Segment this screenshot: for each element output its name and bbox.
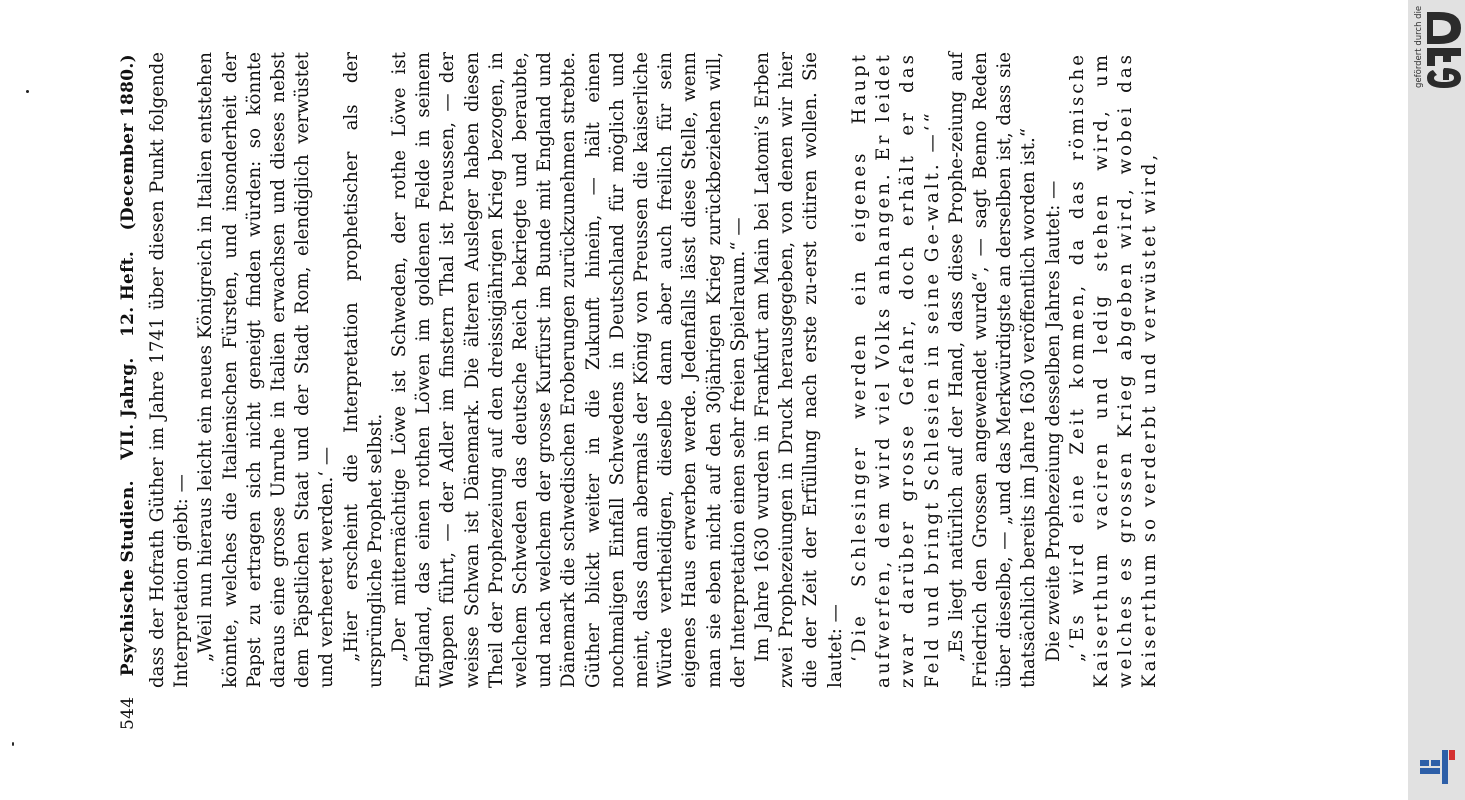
page-content — [110, 40, 1390, 740]
paragraph: „Es liegt natürlich auf der Hand, dass diese Prophe-zeiung auf Friedrich den Grossen angewendet wurde“, — sagt Benno Reden über dieselbe, — „und das Merkwürdigste an derselben ist, dass sie thatsächlich bereits im Jahre 1630 veröffentlich worden ist.“ — [945, 52, 1040, 688]
dfg-caption — [1408, 0, 1428, 90]
dfg-logo-icon — [1425, 8, 1463, 90]
paragraph: „Hier erscheint die Interpretation prophetischer als der ursprüngliche Prophet selbst. — [340, 52, 386, 688]
university-library-logo-icon — [1418, 746, 1458, 786]
scan-speck — [12, 742, 14, 746]
page-header — [110, 40, 140, 740]
paragraph: „‘Es wird eine Zeit kommen, da das römische Kaiserthum vaciren und ledig stehen wird, um welches es grossen Krieg abgeben wird, wobei das Kaiserthum so verderbt und verwüstet wird, — [1066, 52, 1161, 688]
paragraph: „Weil nun hieraus leicht ein neues Königreich in Italien entstehen könnte, welches die Italienischen Fürsten, und insonderheit der Papst zu ertragen sich nicht geneigt finden würden: so könnte daraus eine grosse Unruhe in Italien erwachsen und dieses nebst dem Päpstlichen Staat und der Stadt Rom, elendiglich verwüstet und verheeret werden.‘ — — [195, 52, 338, 688]
paragraph: Die zweite Prophezeiung desselben Jahres lautet: — — [1042, 180, 1064, 662]
volume-label: VII. Jahrg. — [118, 357, 138, 460]
scan-speck — [26, 90, 29, 93]
svg-text:gefördert durch die: gefördert durch die — [1414, 5, 1424, 88]
page-number: 544 — [118, 696, 138, 730]
issue-date: (December 1880.) — [118, 54, 138, 231]
paragraph: „Der mitternächtige Löwe ist Schweden, der rothe Löwe ist England, das einen rothen Löwen im goldenen Felde in seinem Wappen führt, — der Adler im finstern Thal ist Preussen, — der weisse Schwan ist Dänemark. Die älteren Ausleger haben diesen Theil der Prophezeiung auf den dreissigjährigen Krieg bezogen, in welchem Schweden das deutsche Reich bekriegte und beraubte, und nach welchem der grosse Kurfürst im Bunde mit England und Dänemark die schwedischen Eroberungen zurückzunehmen strebte. Güther blickt weiter in die Zukunft hinein, — hält einen nochmaligen Einfall Schwedens in Deutschland für möglich und meint, dass dann abermals der König von Preussen die kaiserliche Würde vertheidigen, dieselbe dann aber auch freilich für sein eigenes Haus erwerben werde. Jedenfalls lässt diese Stelle, wenn man sie eben nicht auf den 30jährigen Krieg zurückbeziehen will, der Interpretation einen sehr freien Spielraum.“ — — [389, 52, 749, 688]
issue-label: 12. Heft. — [118, 250, 138, 337]
paragraph: ‘Die Schlesinger werden ein eigenes Haupt aufwerfen, dem wird viel Volks anhangen. Er leidet zwar darüber grosse Gefahr, doch erhält er das Feld und bringt Schlesien in seine Ge-walt. —‘“ — [848, 52, 943, 688]
paragraph: Im Jahre 1630 wurden in Frankfurt am Main bei Latomi’s Erben zwei Prophezeiungen in Druck herausgegeben, von denen wir hier die der Zeit der Erfüllung nach erste zu-erst citiren wollen. Sie lautet: — — [752, 52, 846, 688]
journal-title: Psychische Studien. — [118, 480, 138, 677]
paragraph: dass der Hofrath Güther im Jahre 1741 über diesen Punkt folgende Interpretation giebt: — — [147, 52, 193, 688]
page-body — [140, 40, 1163, 740]
scanned-page — [110, 40, 1390, 740]
sidebar-strip — [1408, 0, 1465, 800]
